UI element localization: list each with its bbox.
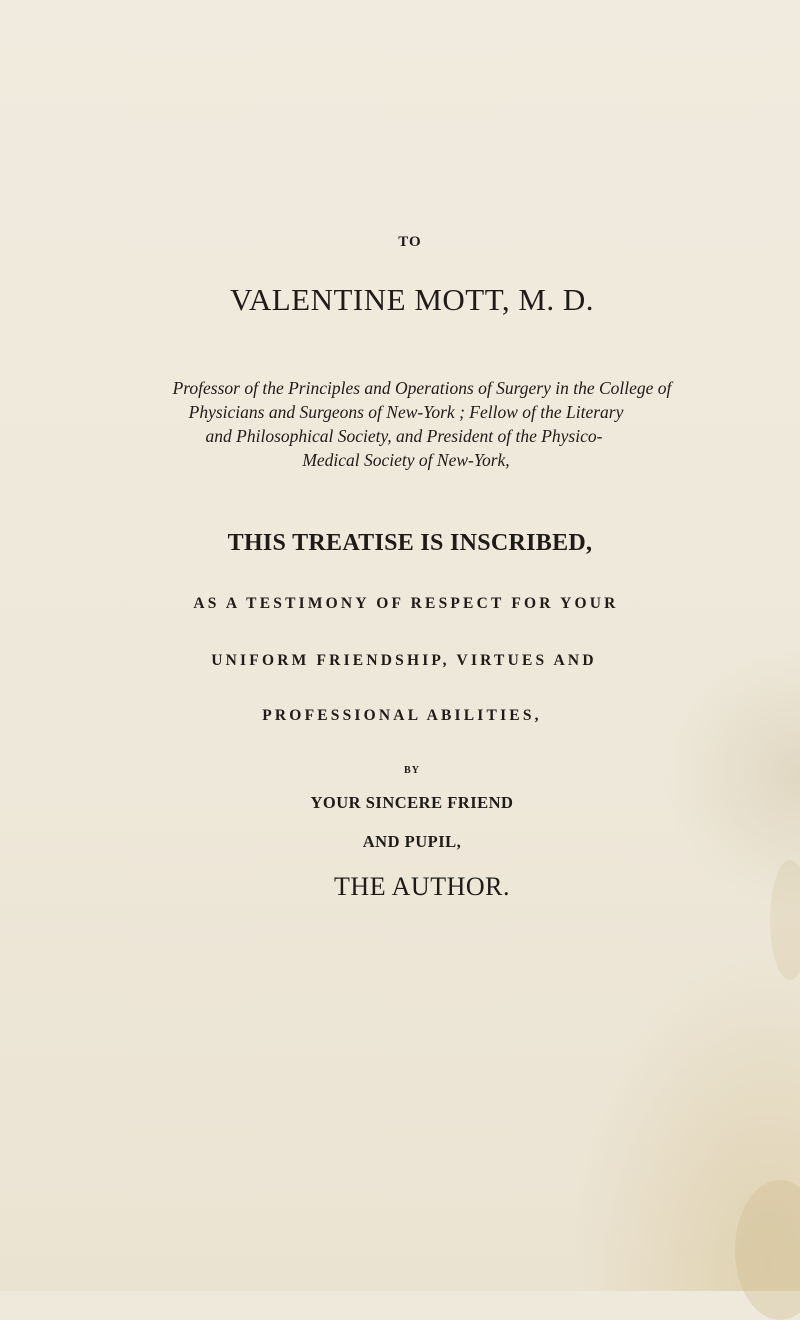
dedicatee-description-line: Medical Society of New-York, bbox=[302, 450, 510, 470]
dedicatee-name: VALENTINE MOTT, M. D. bbox=[229, 282, 595, 317]
dedicatee-description-line: Physicians and Surgeons of New-York ; Fellow of the Literary bbox=[188, 402, 624, 422]
dedicatee-description-line: and Philosophical Society, and President of the Physico- bbox=[205, 426, 603, 446]
signature-line: AND PUPIL, bbox=[362, 832, 462, 851]
by-label: BY bbox=[404, 765, 420, 776]
author-signature: THE AUTHOR. bbox=[334, 872, 510, 901]
paper-stain bbox=[735, 1180, 800, 1320]
dedication-to: TO bbox=[398, 234, 422, 250]
testimony-line: AS A TESTIMONY OF RESPECT FOR YOUR bbox=[193, 595, 619, 612]
testimony-line: PROFESSIONAL ABILITIES, bbox=[262, 707, 542, 724]
signature-line: YOUR SINCERE FRIEND bbox=[310, 793, 514, 812]
dedicatee-description-line: Professor of the Principles and Operations of Surgery in the College of bbox=[172, 378, 672, 398]
inscription-heading: THIS TREATISE IS INSCRIBED, bbox=[227, 530, 593, 556]
testimony-line: UNIFORM FRIENDSHIP, VIRTUES AND bbox=[211, 652, 597, 669]
